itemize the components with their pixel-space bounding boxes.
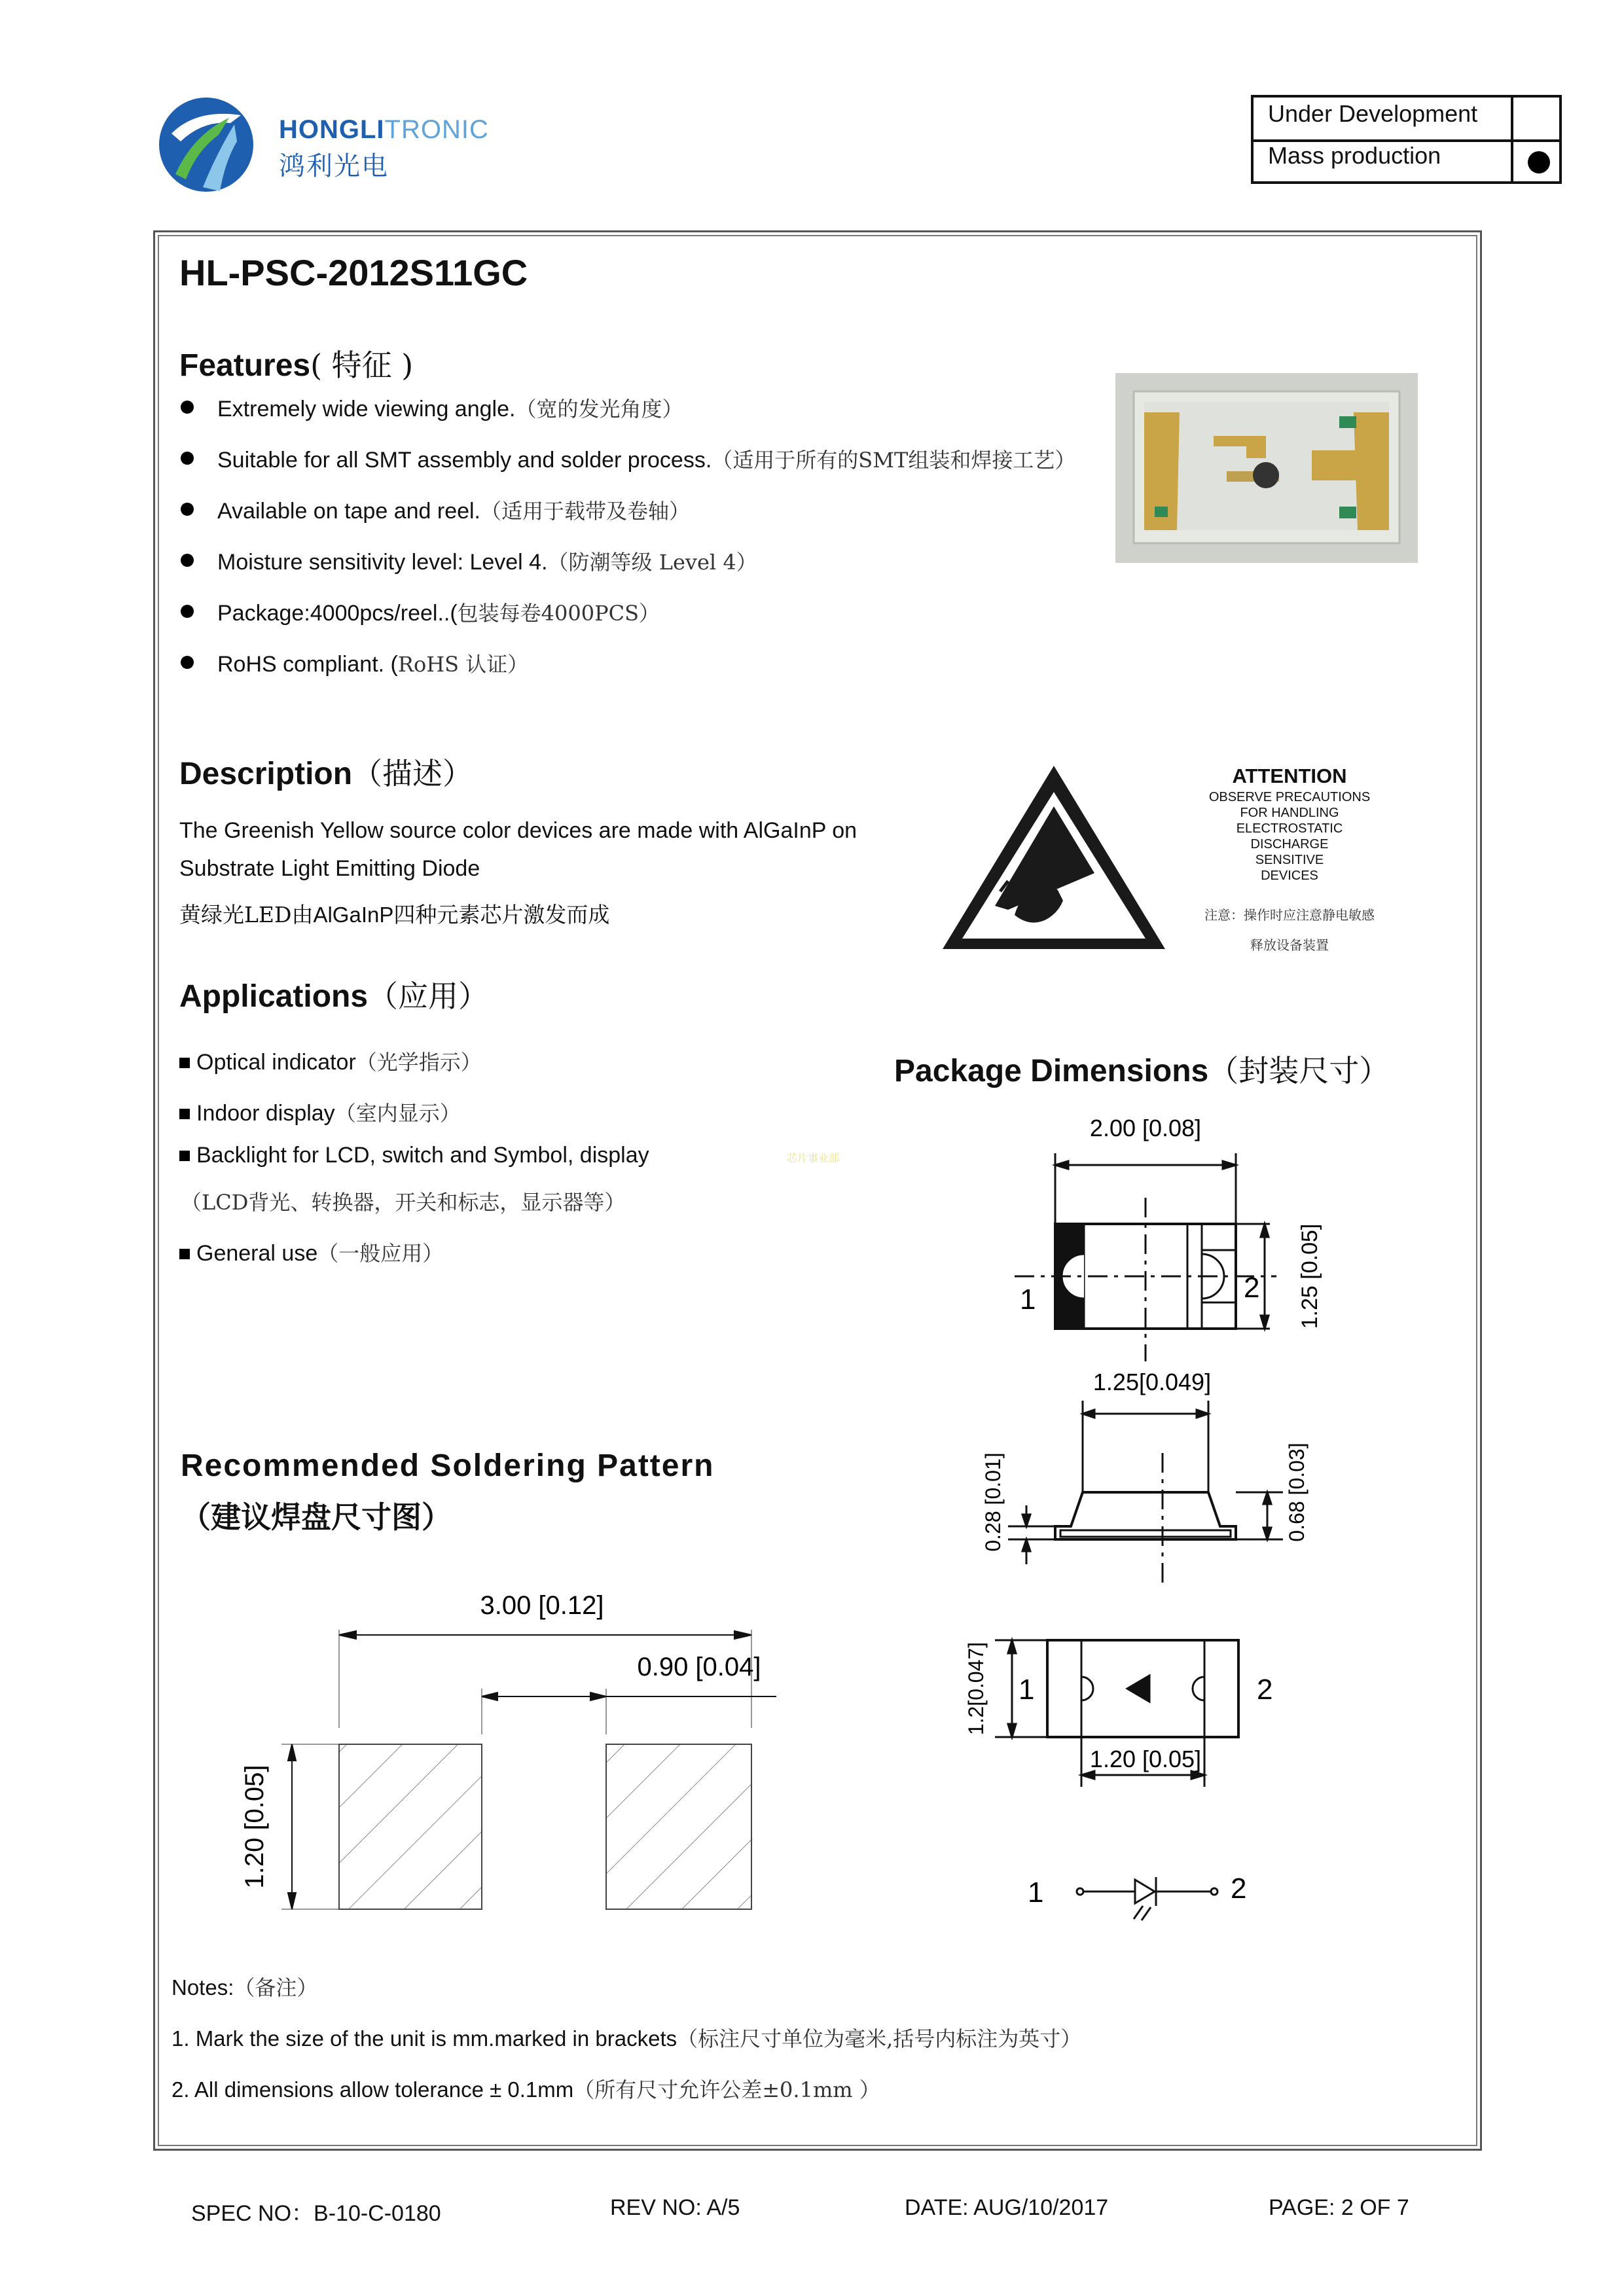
side-view-drawing [1008, 1401, 1283, 1584]
brand-name-cn: 鸿利光电 [279, 151, 389, 181]
symbol-pin1-label: 1 [1028, 1876, 1044, 1909]
attention-cn: 注意：操作时应注意静电敏感 释放设备装置 [1204, 907, 1375, 953]
features-heading: Features( 特征 ) [179, 348, 414, 383]
led-product-photo [1115, 373, 1418, 563]
notes-heading: Notes:（备注） [171, 1975, 318, 2000]
status-row-under-development [1254, 98, 1559, 142]
symbol-pin2-label: 2 [1231, 1873, 1247, 1905]
footer-page: PAGE: 2 OF 7 [1269, 2195, 1409, 2220]
solder-height-label: 1.20 [0.05] [240, 1765, 269, 1889]
bullet-icon [181, 656, 194, 669]
side-view-left-label: 0.28 [0.01] [981, 1452, 1005, 1552]
bottom-view-pin1-label: 1 [1019, 1674, 1035, 1706]
status-label-under-development: Under Development [1268, 100, 1478, 127]
square-bullet-icon [179, 1249, 190, 1259]
brand-logo-icon [157, 96, 255, 194]
list-item: General use（一般应用） [179, 1237, 443, 1267]
footer-revision: REV NO: A/5 [610, 2195, 740, 2220]
bottom-view-pin2-label: 2 [1257, 1674, 1273, 1706]
bullet-icon [181, 605, 194, 618]
list-item: Indoor display（室内显示） [179, 1097, 461, 1127]
footer-spec-number: SPEC NO：B-10-C-0180 [191, 2201, 441, 2226]
status-row-mass-production [1254, 139, 1559, 181]
bullet-icon [181, 503, 194, 516]
soldering-pattern-drawing [229, 1584, 792, 1924]
led-symbol-icon [1077, 1877, 1218, 1920]
side-view-width-label: 1.25[0.049] [1092, 1369, 1212, 1395]
square-bullet-icon [179, 1151, 190, 1161]
description-line-1: The Greenish Yellow source color devices are made with AlGaInP on [179, 818, 857, 843]
list-item: Backlight for LCD, switch and Symbol, display [179, 1143, 649, 1168]
side-view-right-label: 0.68 [0.03] [1285, 1443, 1308, 1542]
note-1: 1. Mark the size of the unit is mm.marked in brackets（标注尺寸单位为毫米,括号内标注为英寸） [171, 2026, 1082, 2051]
footer-date: DATE: AUG/10/2017 [905, 2195, 1109, 2220]
solder-total-width-label: 3.00 [0.12] [480, 1591, 604, 1620]
watermark: 芯片事业部 [787, 1152, 840, 1164]
square-bullet-icon [179, 1058, 190, 1068]
bullet-icon [181, 452, 194, 465]
bullet-icon [181, 554, 194, 567]
list-item-continuation: （LCD背光、转换器，开关和标志，显示器等） [181, 1190, 626, 1215]
part-number-title: HL-PSC-2012S11GC [179, 252, 528, 293]
package-dimensions-heading: Package Dimensions（封装尺寸） [894, 1053, 1390, 1088]
description-line-2: Substrate Light Emitting Diode [179, 856, 480, 881]
bottom-view-width-label: 1.20 [0.05] [1089, 1746, 1202, 1772]
attention-body: OBSERVE PRECAUTIONS FOR HANDLING ELECTROSTATIC DISCHARGE SENSITIVE DEVICES [1208, 790, 1371, 883]
soldering-pattern-heading-cn: （建议焊盘尺寸图） [181, 1499, 452, 1535]
status-checkbox-mass-production [1511, 139, 1559, 181]
list-item: Optical indicator（光学指示） [179, 1046, 482, 1076]
bottom-view-height-label: 1.2[0.047] [964, 1641, 988, 1736]
description-heading: Description（描述） [179, 756, 473, 791]
selected-dot-icon [1528, 151, 1550, 173]
applications-heading: Applications（应用） [179, 978, 489, 1014]
attention-title: ATTENTION [1232, 764, 1347, 787]
square-bullet-icon [179, 1109, 190, 1119]
solder-pad-right [606, 1744, 751, 1909]
top-view-width-label: 2.00 [0.08] [1089, 1115, 1202, 1141]
top-view-drawing [1015, 1153, 1276, 1361]
solder-gap-label: 0.90 [0.04] [637, 1653, 761, 1681]
top-view-pin1-label: 1 [1020, 1283, 1036, 1316]
esd-warning-icon [943, 766, 1165, 949]
top-view-pin2-label: 2 [1244, 1272, 1260, 1304]
bullet-icon [181, 401, 194, 414]
soldering-pattern-heading: Recommended Soldering Pattern [181, 1448, 715, 1483]
status-box [1251, 95, 1562, 184]
brand-name: HONGLITRONIC [279, 115, 489, 144]
description-line-cn: 黄绿光LED由AlGaInP四种元素芯片激发而成 [179, 902, 610, 927]
solder-pad-left [339, 1744, 482, 1909]
status-label-mass-production: Mass production [1268, 142, 1441, 169]
status-checkbox-under-development [1511, 98, 1559, 139]
top-view-height-label: 1.25 [0.05] [1297, 1223, 1322, 1329]
note-2: 2. All dimensions allow tolerance ± 0.1mm（所有尺寸允许公差±0.1mm ） [171, 2077, 880, 2102]
package-dimension-drawings [956, 1113, 1427, 1937]
